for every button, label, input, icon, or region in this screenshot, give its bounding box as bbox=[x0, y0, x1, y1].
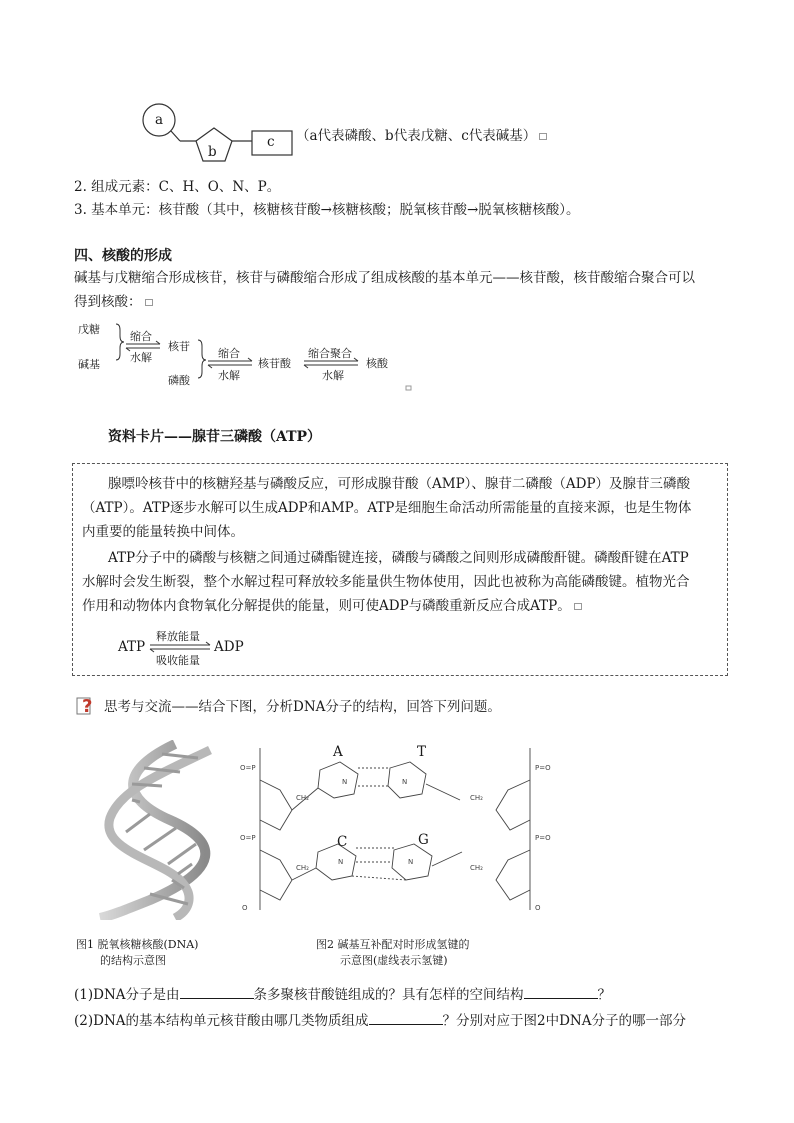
svg-text:P=O: P=O bbox=[535, 834, 551, 842]
flow-jianji: 碱基 bbox=[78, 358, 100, 371]
svg-text:N: N bbox=[338, 858, 344, 866]
card-line1: 腺嘌呤核苷中的核糖羟基与磷酸反应，可形成腺苷酸（AMP）、腺苷二磷酸（ADP）及腺苷三磷酸 bbox=[108, 476, 691, 492]
absorb-energy: 吸收能量 bbox=[156, 654, 200, 667]
base-C: C bbox=[337, 834, 348, 850]
flow-arrows bbox=[100, 318, 420, 398]
base-T: T bbox=[417, 744, 427, 760]
flow-suohejuhe: 缩合聚合 bbox=[308, 347, 352, 360]
blank-1[interactable] bbox=[180, 984, 254, 999]
svg-text:CH₂: CH₂ bbox=[470, 864, 483, 872]
fig2-caption-line1: 图2 碱基互补配对时形成氢键的 bbox=[316, 938, 470, 951]
release-energy: 释放能量 bbox=[156, 630, 200, 643]
flow-shuijie2: 水解 bbox=[218, 369, 240, 382]
card-line5: 水解时会发生断裂，整个水解过程可释放较多能量供生物体使用，因此也被称为高能磷酸键。植物光合 bbox=[82, 574, 690, 590]
flow-shuijie1: 水解 bbox=[130, 351, 152, 364]
atp-adp-arrows bbox=[148, 640, 212, 654]
base-G: G bbox=[418, 832, 429, 848]
fig1-caption-line2: 的结构示意图 bbox=[100, 954, 166, 967]
flow-wutang: 戊糖 bbox=[78, 323, 100, 336]
blank-3[interactable] bbox=[369, 1010, 443, 1025]
svg-text:N: N bbox=[402, 778, 408, 786]
svg-text:O=P: O=P bbox=[240, 764, 256, 772]
base-A: A bbox=[333, 744, 343, 760]
section-para-line1: 碱基与戊糖缩合形成核苷，核苷与磷酸缩合形成了组成核酸的基本单元——核苷酸，核苷酸缩合聚合可以 bbox=[74, 270, 695, 286]
card-title: 资料卡片——腺苷三磷酸（ATP） bbox=[108, 429, 322, 445]
svg-text:N: N bbox=[408, 858, 414, 866]
flow-hegansuan: 核苷酸 bbox=[258, 357, 291, 370]
svg-text:CH₂: CH₂ bbox=[470, 794, 483, 802]
adp-label: ADP bbox=[214, 639, 244, 655]
svg-text:?: ? bbox=[82, 696, 93, 716]
flow-suohe2: 缩合 bbox=[218, 347, 240, 360]
flow-shuijie3: 水解 bbox=[322, 369, 344, 382]
flow-linsuan: 磷酸 bbox=[168, 374, 190, 387]
svg-text:O=P: O=P bbox=[240, 834, 256, 842]
svg-text:P=O: P=O bbox=[535, 764, 551, 772]
flow-hesuan: 核酸 bbox=[366, 357, 388, 370]
structure-legend: （a代表磷酸、b代表戊糖、c代表碱基） bbox=[296, 126, 547, 146]
svg-text:O: O bbox=[535, 904, 541, 912]
nucleotide-diagram bbox=[140, 100, 300, 166]
card-line6: 作用和动物体内食物氧化分解提供的能量，则可使ADP与磷酸重新反应合成ATP。 bbox=[82, 596, 582, 616]
svg-text:CH₂: CH₂ bbox=[296, 794, 309, 802]
blank-2[interactable] bbox=[524, 984, 598, 999]
section-para-line2: 得到核酸： bbox=[74, 292, 153, 312]
label-b: b bbox=[208, 144, 217, 160]
unit-item: 3. 基本单元：核苷酸（其中，核糖核苷酸→核糖核酸；脱氧核苷酸→脱氧核糖核酸）。 bbox=[74, 202, 580, 218]
label-a: a bbox=[155, 112, 164, 128]
svg-text:CH₂: CH₂ bbox=[296, 864, 309, 872]
card-line2: （ATP）。ATP逐步水解可以生成ADP和AMP。ATP是细胞生命活动所需能量的直接来源，也是生物体 bbox=[82, 500, 692, 516]
think-prompt: 思考与交流——结合下图，分析DNA分子的结构，回答下列问题。 bbox=[104, 699, 501, 715]
card-line4: ATP分子中的磷酸与核糖之间通过磷酯键连接，磷酸与磷酸之间则形成磷酸酐键。磷酸酐键在ATP bbox=[108, 550, 689, 566]
flow-hegan: 核苷 bbox=[168, 340, 190, 353]
label-c: c bbox=[267, 134, 275, 150]
fig1-caption-line1: 图1 脱氧核糖核酸(DNA) bbox=[76, 938, 199, 951]
question-2: (2)DNA的基本结构单元核苷酸由哪几类物质组成 ？分别对应于图2中DNA分子的哪一部分 bbox=[74, 1010, 686, 1031]
question-icon bbox=[76, 694, 96, 716]
base-pairing-figure bbox=[230, 740, 560, 920]
dna-helix-figure bbox=[80, 740, 230, 920]
elements-item: 2. 组成元素：C、H、O、N、P。 bbox=[74, 179, 281, 195]
atp-label: ATP bbox=[118, 639, 146, 655]
card-line3: 内重要的能量转换中间体。 bbox=[82, 524, 244, 540]
svg-text:O: O bbox=[242, 904, 248, 912]
flow-suohe1: 缩合 bbox=[130, 330, 152, 343]
svg-text:N: N bbox=[342, 778, 348, 786]
question-1: (1)DNA分子是由 条多聚核苷酸链组成的？具有怎样的空间结构 ？ bbox=[74, 984, 611, 1005]
section-title: 四、核酸的形成 bbox=[74, 248, 172, 264]
fig2-caption-line2: 示意图(虚线表示氢键) bbox=[340, 954, 448, 967]
